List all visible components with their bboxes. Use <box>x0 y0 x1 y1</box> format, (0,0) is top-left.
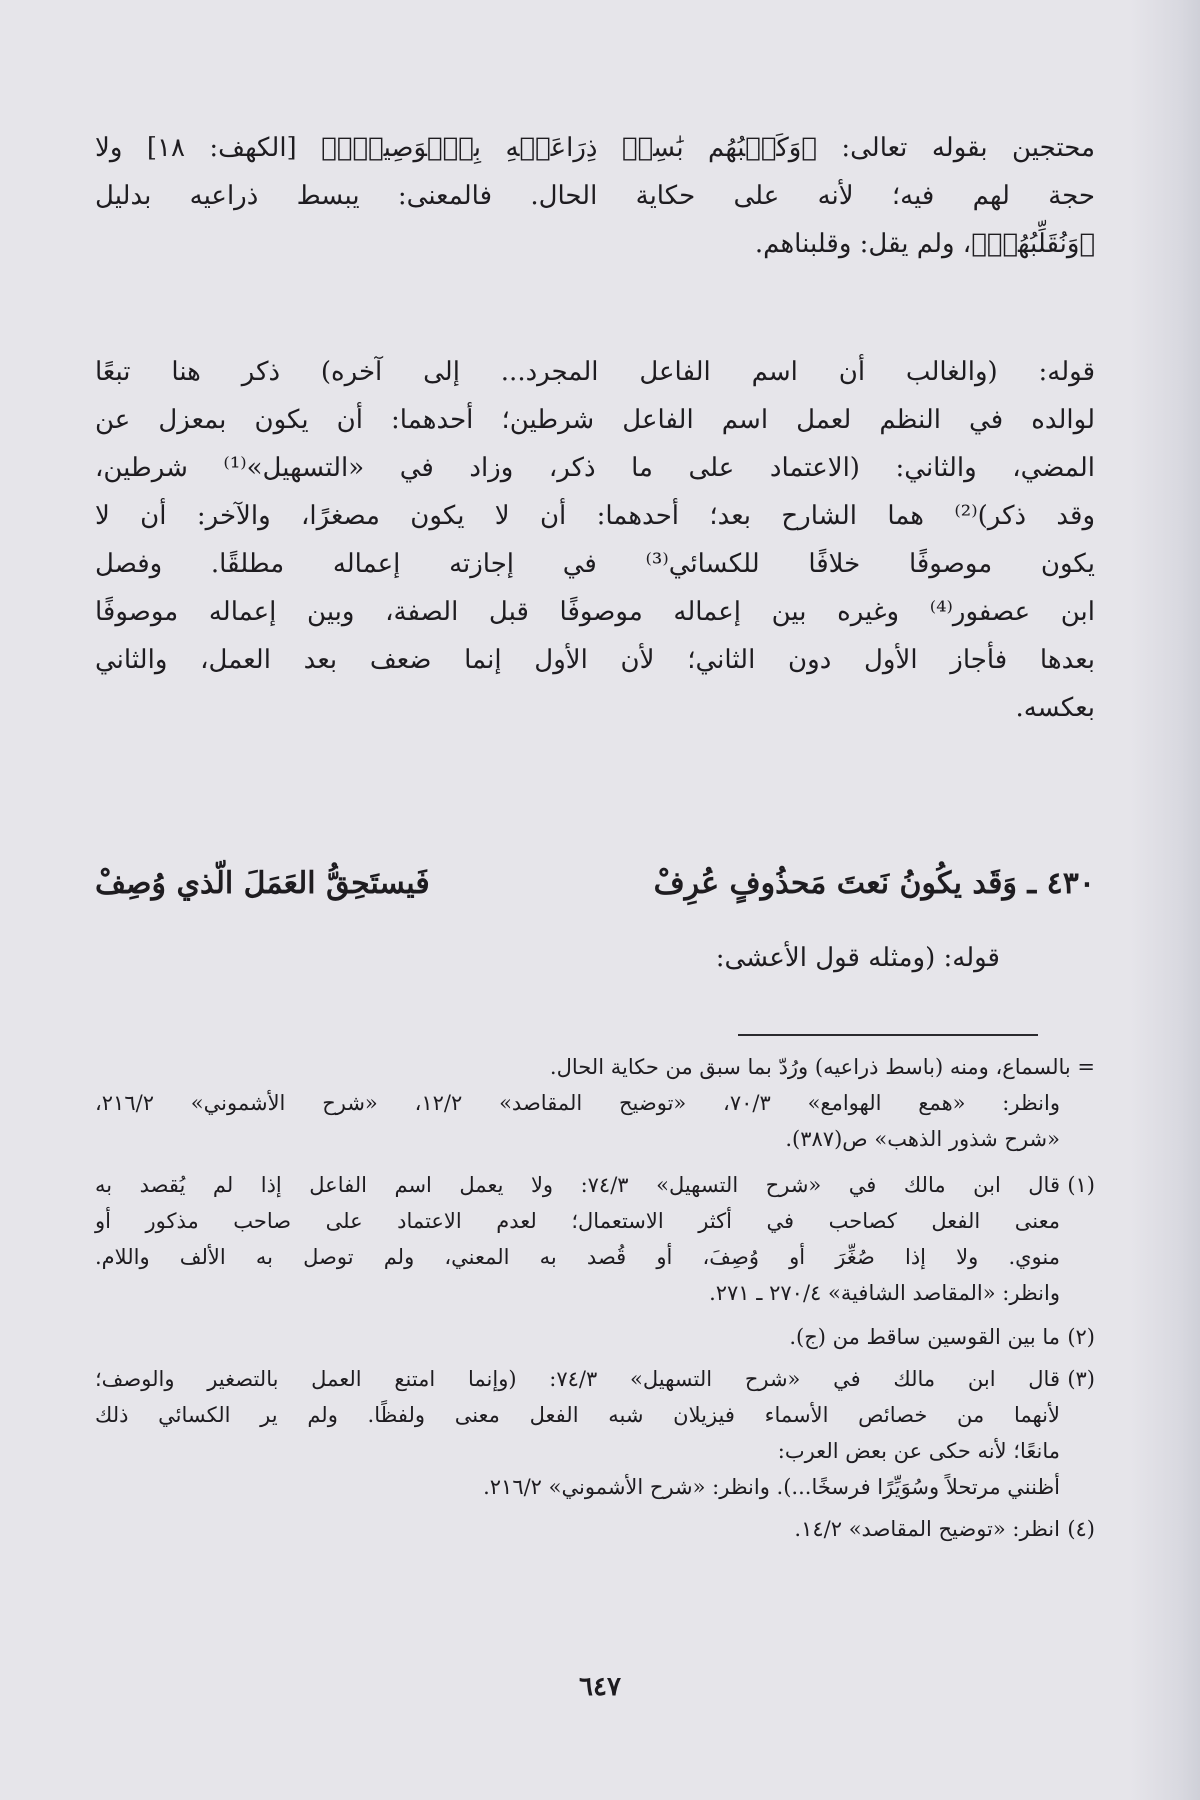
para1-line-1: محتجين بقوله تعالى: ﴿وَكَلۡبُهُم بَٰسِطٞ ذِرَاعَيۡهِ بِٱلۡوَصِيدِۚ﴾ [الكهف: ١٨] ولا <box>95 133 1095 163</box>
footnote-4-line-1: انظر: «توضيح المقاصد» ١٤/٢. <box>794 1517 1060 1541</box>
para2-line-3: المضي، والثاني: (الاعتماد على ما ذكر، وزاد في «التسهيل»⁽¹⁾ شرطين، <box>95 453 1095 483</box>
footnote-2-line-1: ما بين القوسين ساقط من (ج). <box>789 1325 1060 1349</box>
para2-line-8: بعكسه. <box>1015 693 1095 723</box>
para2-line-1: قوله: (والغالب أن اسم الفاعل المجرد... إلى آخره) ذكر هنا تبعًا <box>95 357 1096 387</box>
para2-line-4: وقد ذكر)⁽²⁾ هما الشارح بعد؛ أحدهما: أن لا يكون مصغرًا، والآخر: أن لا <box>95 501 1096 531</box>
para2-line-7: بعدها فأجاز الأول دون الثاني؛ لأن الأول إنما ضعف بعد العمل، والثاني <box>95 645 1095 675</box>
verse-hemistich-1: وَقَد يكُونُ نَعتَ مَحذُوفٍ عُرِفْ <box>653 866 1017 901</box>
verse-first-half <box>654 862 1095 906</box>
footnote-separator <box>738 1034 1038 1036</box>
verse-line <box>95 862 1095 906</box>
para2-line-5: يكون موصوفًا خلافًا للكسائي⁽³⁾ في إجازته إعماله مطلقًا. وفصل <box>95 549 1095 579</box>
footnote-3-line-1: قال ابن مالك في «شرح التسهيل» ٧٤/٣: (وإنما امتنع العمل بالتصغير والوصف؛ <box>95 1367 1060 1391</box>
footnote-4-marker: (٤) <box>1067 1517 1095 1541</box>
footnote-continuation-line-1: = بالسماع، ومنه (باسط ذراعيه) ورُدّ بما سبق من حكاية الحال. <box>549 1055 1095 1079</box>
footnote-continuation-line-3: «شرح شذور الذهب» ص(٣٨٧). <box>785 1127 1060 1151</box>
page-edge-shadow <box>1130 0 1200 1800</box>
verse-number: ٤٣٠ <box>1046 866 1095 901</box>
page-number: ٦٤٧ <box>579 1672 621 1702</box>
para2-line-6: ابن عصفور⁽⁴⁾ وغيره بين إعماله موصوفًا قبل الصفة، وبين إعماله موصوفًا <box>95 597 1095 627</box>
para1-line-2: حجة لهم فيه؛ لأنه على حكاية الحال. فالمعنى: يبسط ذراعيه بدليل <box>95 181 1095 211</box>
footnote-1-line-2: معنى الفعل كصاحب في أكثر الاستعمال؛ لعدم الاعتماد على صاحب مذكور أو <box>95 1209 1060 1233</box>
footnote-continuation-line-2: وانظر: «همع الهوامع» ٧٠/٣، «توضيح المقاصد» ١٢/٢، «شرح الأشموني» ٢١٦/٢، <box>95 1091 1060 1115</box>
verse-hemistich-2: فَيستَحِقُّ العَمَلَ الّذي وُصِفْ <box>95 866 430 901</box>
footnote-1-line-4: وانظر: «المقاصد الشافية» ٢٧٠/٤ ـ ٢٧١. <box>709 1281 1060 1305</box>
footnote-3-line-3: مانعًا؛ لأنه حكى عن بعض العرب: <box>777 1439 1060 1463</box>
verse-dash: ـ <box>1016 866 1037 901</box>
footnote-3-line-2: لأنهما من خصائص الأسماء فيزيلان شبه الفعل معنى ولفظًا. ولم ير الكسائي ذلك <box>95 1403 1060 1427</box>
footnote-1-marker: (١) <box>1067 1173 1095 1197</box>
after-verse-line: قوله: (ومثله قول الأعشى: <box>715 943 1000 973</box>
para2-line-2: لوالده في النظم لعمل اسم الفاعل شرطين؛ أحدهما: أن يكون بمعزل عن <box>95 405 1095 435</box>
footnote-1-line-3: منوي. ولا إذا صُغِّرَ أو وُصِفَ، أو قُصد به المعني، ولم توصل به الألف واللام. <box>95 1245 1060 1269</box>
footnote-1-line-1: قال ابن مالك في «شرح التسهيل» ٧٤/٣: ولا يعمل اسم الفاعل إذا لم يُقصد به <box>95 1173 1060 1197</box>
footnote-3-line-4: أظنني مرتحلاً وسُوَيِّرًا فرسخًا...). وانظر: «شرح الأشموني» ٢١٦/٢. <box>483 1475 1060 1499</box>
footnote-2-marker: (٢) <box>1067 1325 1095 1349</box>
footnote-3-marker: (٣) <box>1067 1367 1095 1391</box>
para1-line-3: ﴿وَنُقَلِّبُهُمۡ﴾، ولم يقل: وقلبناهم. <box>754 229 1095 259</box>
